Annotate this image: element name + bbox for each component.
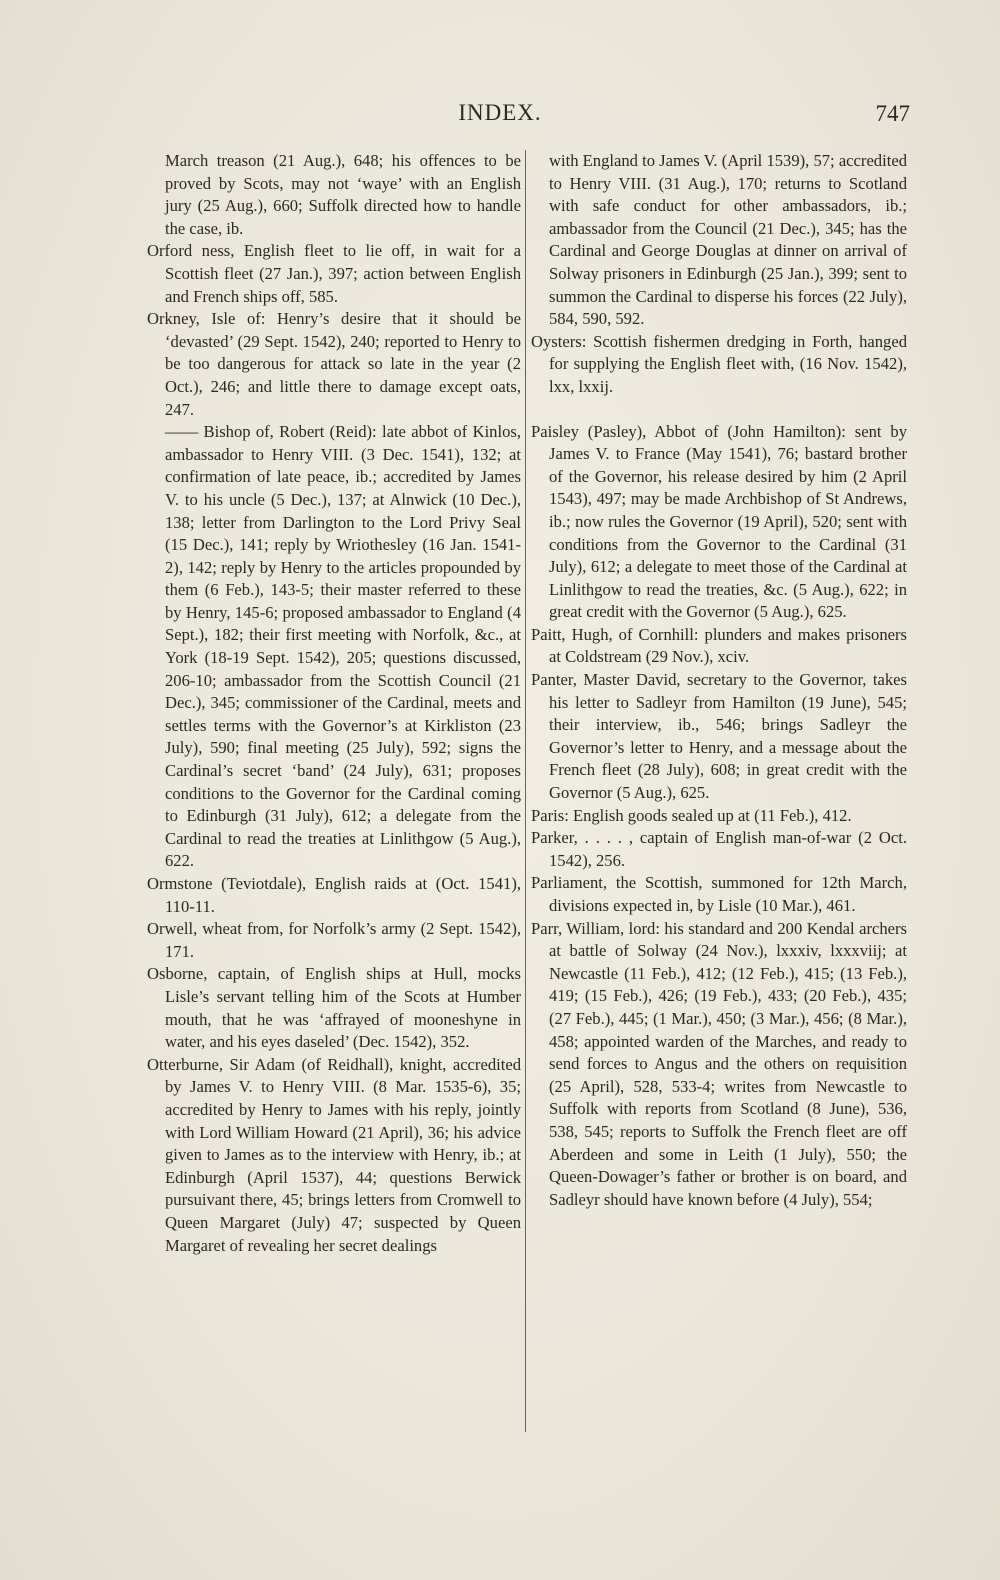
index-entry: Parker, . . . . , captain of English man-of-war (2 Oct. 1542), 256. [531,828,907,870]
index-entry: Paitt, Hugh, of Cornhill: plunders and makes prisoners at Coldstream (29 Nov.), xciv. [531,624,907,667]
index-entry: March treason (21 Aug.), 648; his offences to be proved by Scots, may not ‘waye’ with an English jury (25 Aug.), 660; Suffolk directed how to handle the case, ib. [165,151,521,238]
index-entry: Osborne, captain, of English ships at Hull, mocks Lisle’s servant telling him of the Scots at Humber mouth, that he was ‘affrayed of mooneshyne in water, and his eyes daseled’ (Dec. 1542), 352. [147,964,521,1052]
index-entry: Paisley (Pasley), Abbot of (John Hamilton): sent by James V. to France (May 1541), 76; bastard brother of the Governor, his release desired by him (2 April 1543), 497; may be made Archbishop of St Andrews, ib.; now rules the Governor (19 April), 520; sent with conditions from the Governor to the Cardinal (31 July), 612; a delegate to meet those of the Cardinal at Linlithgow to read the treaties, &c. (5 Aug.), 622; in great credit with the Governor (5 Aug.), 625. [531,421,907,622]
index-entry: Orkney, Isle of: Henry’s desire that it should be ‘devasted’ (29 Sept. 1542), 240; reported to Henry to be too dangerous for attack so late in the year (2 Oct.), 246; and little there to damage except oats, 247. [147,309,521,419]
index-entry: Oysters: Scottish fishermen dredging in Forth, hanged for supplying the English fleet with, (16 Nov. 1542), lxx, lxxij. [531,331,907,396]
index-entry: Otterburne, Sir Adam (of Reidhall), knight, accredited by James V. to Henry VIII. (8 Mar. 1535-6), 35; accredited by Henry to James with his reply, jointly with Lord William Howard (21 April), 36; his advice given to James as to the interview with Henry, ib.; at Edinburgh (April 1537), 44; questions Berwick pursuivant there, 45; brings letters from Cromwell to Queen Margaret (July) 47; suspected by Queen Margaret of revealing her secret dealings [147,1054,521,1255]
right-column [531,150,907,1211]
column-divider [525,150,526,1432]
index-subentry: —— Bishop of, Robert (Reid): late abbot of Kinlos, ambassador to Henry VIII. (3 Dec. 1541), 132; at confirmation of late peace, ib.; accredited by James V. to his uncle (5 Dec.), 137; at Alnwick (10 Dec.), 138; letter from Darlington to the Lord Privy Seal (15 Dec.), 141; reply by Wriothesley (16 Jan. 1541-2), 142; reply by Henry to the articles propounded by them (6 Feb.), 143-5; their master referred to these by Henry, 145-6; proposed ambassador to England (4 Sept.), 182; their first meeting with Norfolk, &c., at York (18-19 Sept. 1542), 205; questions discussed, 206-10; ambassador from the Scottish Council (21 Dec.), 345; commissioner of the Cardinal, meets and settles terms with the Governor’s at Kirkliston (23 July), 590; final meeting (25 July), 592; signs the Cardinal’s secret ‘band’ (24 July), 631; proposes conditions to the Governor for the Cardinal coming to Edinburgh (31 July), 612; a delegate from the Cardinal to read the treaties at Linlithgow (5 Aug.), 622. [165,422,521,871]
index-entry: with England to James V. (April 1539), 57; accredited to Henry VIII. (31 Aug.), 170; returns to Scotland with safe conduct for other ambassadors, ib.; ambassador from the Council (21 Dec.), 345; has the Cardinal and George Douglas at dinner on arrival of Solway prisoners in Edinburgh (25 Jan.), 399; sent to summon the Cardinal to disperse his forces (22 July), 584, 590, 592. [549,151,907,329]
index-entry: Panter, Master David, secretary to the Governor, takes his letter to Sadleyr from Hamilton (19 June), 545; their interview, ib., 546; brings Sadleyr the Governor’s letter to Henry, and a message about the French fleet (28 July), 608; in great credit with the Governor (5 Aug.), 625. [531,670,907,803]
index-entry: Paris: English goods sealed up at (11 Feb.), 412. [531,805,852,825]
index-entry: Orwell, wheat from, for Norfolk’s army (2 Sept. 1542), 171. [147,919,521,961]
index-entry: Parr, William, lord: his standard and 200 Kendal archers at battle of Solway (24 Nov.), lxxxiv, lxxxviij; at Newcastle (11 Feb.), 412; (12 Feb.), 415; (13 Feb.), 419; (15 Feb.), 426; (19 Feb.), 433; (20 Feb.), 435; (27 Feb.), 445; (1 Mar.), 450; (3 Mar.), 456; (8 Mar.), 458; appointed warden of the Marches, and ready to send forces to Angus and the others on requisition (25 April), 528, 533-4; writes from Newcastle to Suffolk with reports from Scotland (8 June), 536, 538, 545; reports to Suffolk the French fleet are off Aberdeen and some in Leith (1 July), 550; the Queen-Dowager’s father or brother is on board, and Sadleyr should have known before (4 July), 554; [531,918,907,1209]
running-title: INDEX. [458,100,542,125]
index-entry: Parliament, the Scottish, summoned for 12th March, divisions expected in, by Lisle (10 Mar.), 461. [531,873,907,915]
left-column [147,150,521,1257]
index-entry: Orford ness, English fleet to lie off, in wait for a Scottish fleet (27 Jan.), 397; action between English and French ships off, 585. [147,241,521,306]
page-number: 747 [875,101,910,126]
index-entry: Ormstone (Teviotdale), English raids at (Oct. 1541), 110-11. [147,874,521,916]
